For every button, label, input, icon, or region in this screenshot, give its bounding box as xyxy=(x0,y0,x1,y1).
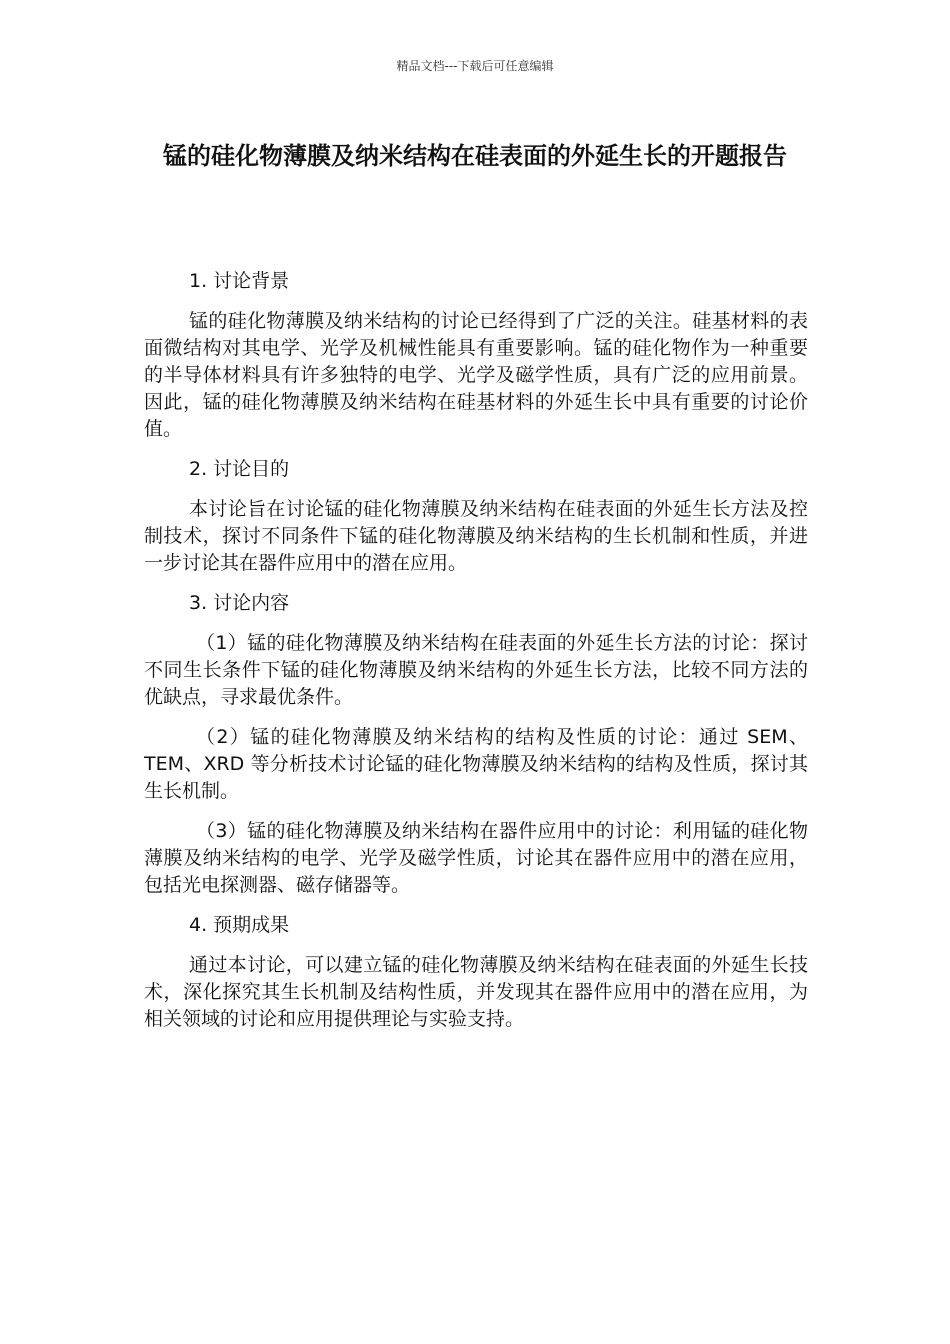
document-body xyxy=(144,268,808,1046)
paragraph-background: 锰的硅化物薄膜及纳米结构的讨论已经得到了广泛的关注。硅基材料的表面微结构对其电学、光学及机械性能具有重要影响。锰的硅化物作为一种重要的半导体材料具有许多独特的电学、光学及磁学性质，具有广泛的应用前景。因此，锰的硅化物薄膜及纳米结构在硅基材料的外延生长中具有重要的讨论价值。 xyxy=(144,310,808,440)
content-item-1: （1）锰的硅化物薄膜及纳米结构在硅表面的外延生长方法的讨论：探讨不同生长条件下锰的硅化物薄膜及纳米结构的外延生长方法，比较不同方法的优缺点，寻求最优条件。 xyxy=(144,632,808,708)
content-item-2: （2）锰的硅化物薄膜及纳米结构的结构及性质的讨论：通过 SEM、TEM、XRD 等分析技术讨论锰的硅化物薄膜及纳米结构的结构及性质，探讨其生长机制。 xyxy=(144,726,808,802)
document-title: 锰的硅化物薄膜及纳米结构在硅表面的外延生长的开题报告 xyxy=(163,142,787,170)
content-item-3: （3）锰的硅化物薄膜及纳米结构在器件应用中的讨论：利用锰的硅化物薄膜及纳米结构的电学、光学及磁学性质，讨论其在器件应用中的潜在应用，包括光电探测器、磁存储器等。 xyxy=(144,820,808,896)
paragraph-purpose: 本讨论旨在讨论锰的硅化物薄膜及纳米结构在硅表面的外延生长方法及控制技术，探讨不同条件下锰的硅化物薄膜及纳米结构的生长机制和性质，并进一步讨论其在器件应用中的潜在应用。 xyxy=(144,498,808,574)
page-header: 精品文档---下载后可任意编辑 xyxy=(396,59,554,73)
section-heading-expected-results: 4. 预期成果 xyxy=(189,914,290,936)
paragraph-expected-results: 通过本讨论，可以建立锰的硅化物薄膜及纳米结构在硅表面的外延生长技术，深化探究其生长机制及结构性质，并发现其在器件应用中的潜在应用，为相关领域的讨论和应用提供理论与实验支持。 xyxy=(144,954,808,1030)
section-heading-content: 3. 讨论内容 xyxy=(189,592,290,614)
section-heading-purpose: 2. 讨论目的 xyxy=(189,458,290,480)
section-heading-background: 1. 讨论背景 xyxy=(189,270,290,292)
